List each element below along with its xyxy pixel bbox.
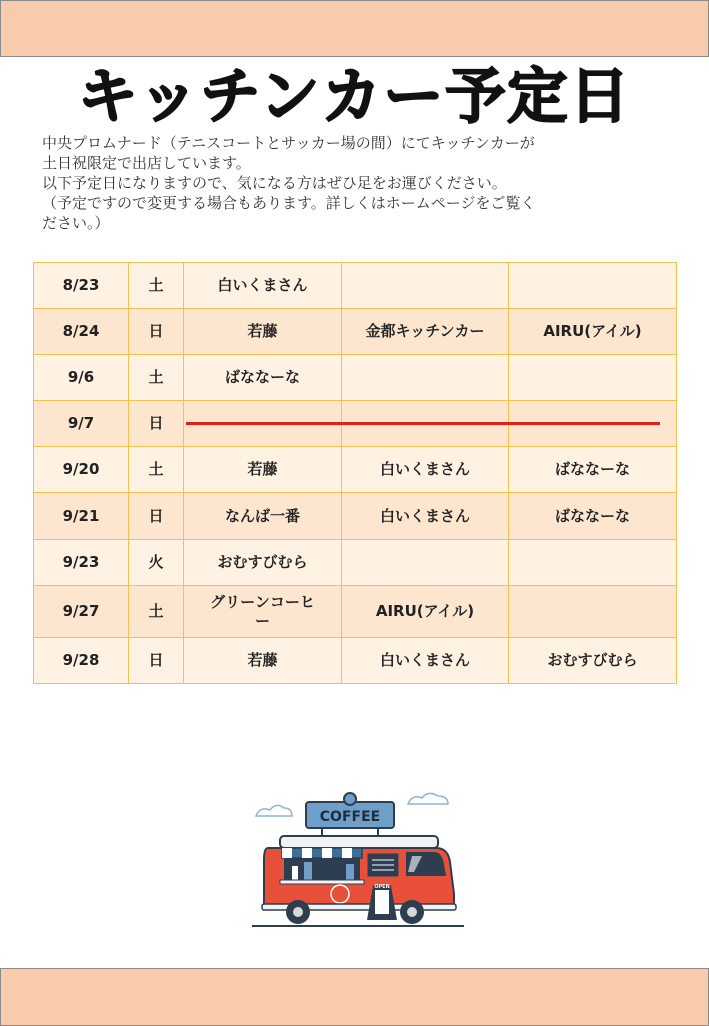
weekday-cell: 土: [129, 355, 184, 401]
shop-cell: [342, 540, 509, 586]
weekday-cell: 土: [129, 586, 184, 638]
weekday-cell: 日: [129, 493, 184, 540]
bottom-banner: [0, 968, 709, 1026]
table-row: [34, 586, 677, 638]
weekday-cell: 日: [129, 638, 184, 684]
shop-cell: AIRU(アイル): [342, 586, 509, 638]
weekday-cell: 日: [129, 309, 184, 355]
shop-cell: おむすびむら: [184, 540, 342, 586]
intro-line: ださい。）: [42, 214, 110, 232]
truck-roof: [280, 836, 438, 848]
shop-cell: [342, 263, 509, 309]
table-row: [34, 493, 677, 540]
shop-cell: 白いくまさん: [342, 447, 509, 493]
awning: [282, 848, 362, 858]
date-cell: 8/24: [34, 309, 129, 355]
shop-cell: AIRU(アイル): [509, 309, 677, 355]
table-row: [34, 355, 677, 401]
date-cell: 9/20: [34, 447, 129, 493]
table-row: [34, 447, 677, 493]
cloud-icon: [256, 805, 292, 816]
shop-cell: [509, 263, 677, 309]
weekday-cell: 土: [129, 263, 184, 309]
date-cell: 9/7: [34, 401, 129, 447]
shop-cell: 金都キッチンカー: [342, 309, 509, 355]
date-cell: 9/23: [34, 540, 129, 586]
weekday-cell: 火: [129, 540, 184, 586]
coffee-bean-icon: [344, 793, 356, 805]
table-row: [34, 638, 677, 684]
shop-cell: 若藤: [184, 638, 342, 684]
weekday-cell: 日: [129, 401, 184, 447]
shop-cell: おむすびむら: [509, 638, 677, 684]
shop-cell: グリーンコーヒー: [184, 586, 342, 638]
shop-cell: [342, 355, 509, 401]
top-banner: [0, 0, 709, 57]
shop-cell: 若藤: [184, 447, 342, 493]
cloud-icon: [408, 793, 448, 804]
shop-cell: [509, 355, 677, 401]
shop-cell: 白いくまさん: [342, 493, 509, 540]
shop-cell: [509, 540, 677, 586]
shop-cell: 白いくまさん: [184, 263, 342, 309]
intro-line: 以下予定日になりますので、気になる方はぜひ足をお運びください。: [42, 174, 507, 192]
shop-cell: ばななーな: [509, 493, 677, 540]
intro-line: 土日祝限定で出店しています。: [42, 154, 251, 172]
coffee-truck-illustration: [252, 790, 464, 932]
shop-cell: なんば一番: [184, 493, 342, 540]
date-cell: 8/23: [34, 263, 129, 309]
shop-cell: 白いくまさん: [342, 638, 509, 684]
coffee-sign-label: COFFEE: [319, 809, 381, 825]
table-row: [34, 309, 677, 355]
page-title: キッチンカー予定日: [77, 62, 632, 132]
table-row: [34, 540, 677, 586]
date-cell: 9/6: [34, 355, 129, 401]
date-cell: 9/21: [34, 493, 129, 540]
open-sign-label: OPEN: [374, 884, 390, 890]
shop-cell: ばななーな: [509, 447, 677, 493]
schedule-table: [33, 262, 677, 684]
date-cell: 9/27: [34, 586, 129, 638]
date-cell: 9/28: [34, 638, 129, 684]
intro-line: 中央プロムナード（テニスコートとサッカー場の間）にてキッチンカーが: [42, 134, 535, 152]
cancelled-strikethrough-line: [186, 422, 660, 425]
shop-cell: ばななーな: [184, 355, 342, 401]
weekday-cell: 土: [129, 447, 184, 493]
shop-cell: [509, 586, 677, 638]
table-row: [34, 263, 677, 309]
intro-line: （予定ですので変更する場合もあります。詳しくはホームページをご覧く: [42, 194, 536, 212]
shop-cell: 若藤: [184, 309, 342, 355]
intro-text: [42, 133, 672, 233]
